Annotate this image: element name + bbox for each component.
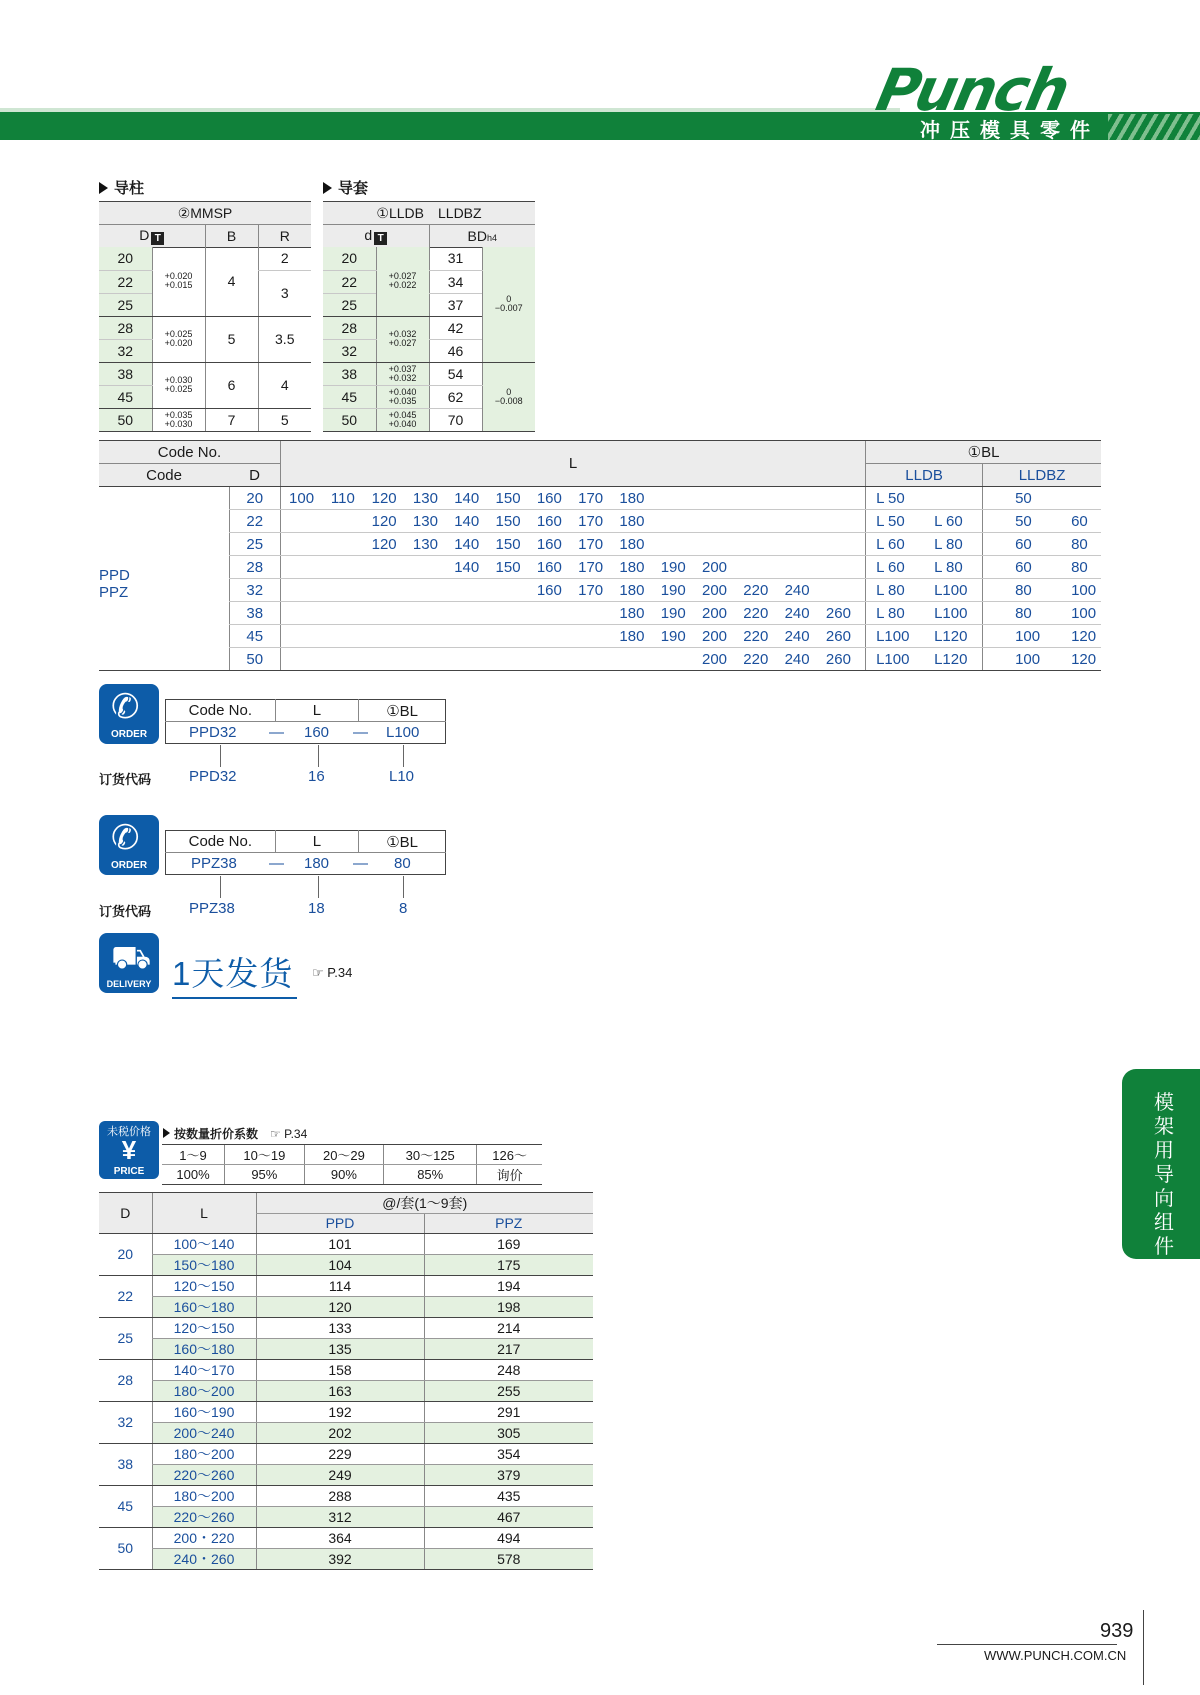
table-row: 160～180 135 217 (99, 1338, 593, 1359)
guide-pillar-table (99, 201, 311, 248)
table-row: 50 200 220 240 260 L100 L120 100 120 (99, 648, 1101, 671)
price-icon: 未税价格 ¥ PRICE (99, 1121, 159, 1179)
l-values: 120 130 140 150 160 170 180 (280, 533, 865, 556)
l-values: 180 190 200 220 240 260 (280, 602, 865, 625)
order-l: 160 (304, 724, 330, 741)
table-row: 28 140 150 160 170 180 190 200 L 60 L 80 60 80 (99, 556, 1101, 579)
table-row: 25 120～150 133 214 (99, 1317, 593, 1338)
l-values: 100 110 120 130 140 150 160 170 180 (280, 487, 865, 510)
order-l: 180 (304, 855, 330, 872)
delivery-ref-link[interactable]: ☞ P.34 (312, 965, 353, 980)
order-code-label: 订货代码 (99, 904, 152, 919)
l-values: 180 190 200 220 240 260 (280, 625, 865, 648)
guide-bush-body: 20 +0.027 +0.022 31 0 −0.007 22 34 25 37 28 +0.032 +0.027 42 32 46 38 +0.037 +0.032 54 0 −0.008 45 +0.040 +0.035 62 50 +0.045 +0.040 70 (323, 247, 535, 432)
order-code: PPZ38 (191, 855, 237, 872)
lldb-value: L100 L120 (866, 648, 983, 671)
table-row: 22 120 130 140 150 160 170 180 L 50 L 60 50 60 (99, 510, 1101, 533)
table-row: 25 120 130 140 150 160 170 180 L 60 L 80 60 80 (99, 533, 1101, 556)
lldb-value: L 60 L 80 (866, 533, 983, 556)
l-values: 140 150 160 170 180 190 200 (280, 556, 865, 579)
table-row: 38 180 190 200 220 240 260 L 80 L100 80 100 (99, 602, 1101, 625)
order-l-header: L (275, 700, 359, 722)
l-values: 200 220 240 260 (280, 648, 865, 671)
l-header: L (280, 441, 865, 487)
price-l-header: L (152, 1193, 256, 1234)
order-dash: — (269, 724, 284, 741)
table-row: 38 180～200 229 354 (99, 1443, 593, 1464)
col-bd: BDh4 (429, 225, 535, 248)
guide-bush-label: 导套 (323, 177, 368, 198)
code-names: PPD PPZ (99, 487, 229, 671)
footer-url[interactable]: WWW.PUNCH.COM.CN (984, 1648, 1127, 1663)
delivery-text: 1天发货 (172, 948, 297, 999)
order-code-no-header: Code No. (166, 700, 276, 722)
order-code-no-header: Code No. (166, 831, 276, 853)
order-bl-header: ①BL (359, 700, 446, 722)
mmsp-title: ②MMSP (99, 202, 311, 225)
brand-name: Punch (870, 56, 1074, 124)
order-icon: ✆ ORDER (99, 815, 159, 875)
lldbz-value: 60 80 (983, 533, 1101, 556)
t-box-icon: T (374, 232, 387, 245)
table-row: PPD PPZ 20 100 110 120 130 140 150 160 170 180 L 50 50 (99, 487, 1101, 510)
table-row: 180～200 163 255 (99, 1380, 593, 1401)
table-row: 50 200・220 364 494 (99, 1527, 593, 1548)
col-r: R (258, 225, 311, 248)
code-table (99, 440, 1101, 671)
price-unit-header: @/套(1～9套) (256, 1193, 593, 1214)
col-b: B (205, 225, 258, 248)
order-result-code: PPZ38 (189, 900, 235, 917)
brand-subtitle: 冲压模具零件 (920, 118, 1100, 142)
side-category-tab[interactable]: 模 架 用 导 向 组 件 (1122, 1069, 1200, 1259)
price-ppz-header: PPZ (424, 1214, 593, 1234)
triangle-icon (163, 1128, 170, 1138)
order-icon: ✆ ORDER (99, 684, 159, 744)
order-example-2 (165, 830, 446, 875)
lldbz-value: 80 100 (983, 602, 1101, 625)
guide-pillar-body: 20 +0.020 +0.015 4 2 22 3 25 28 +0.025 +0.020 5 3.5 32 38 +0.030 +0.025 6 4 45 50 +0.035 +0.030 7 5 (99, 247, 311, 432)
bl-header: ①BL (866, 441, 1101, 464)
order-code-label: 订货代码 (99, 772, 152, 787)
code-header: Code (99, 464, 229, 487)
triangle-icon (323, 182, 332, 194)
order-bl: L100 (386, 724, 420, 741)
order-bl-header: ①BL (359, 831, 446, 853)
table-row: 32 160 170 180 190 200 220 240 L 80 L100 80 100 (99, 579, 1101, 602)
col-d-small: d T (323, 225, 429, 248)
order-code: PPD32 (189, 724, 237, 741)
lldb-value: L 50 (866, 487, 983, 510)
table-row: 220～260 249 379 (99, 1464, 593, 1485)
order-bl: 80 (394, 855, 411, 872)
phone-icon: ✆ (111, 688, 140, 726)
page-number: 939 (1100, 1620, 1134, 1642)
d-header: D (229, 464, 280, 487)
delivery-icon: ⛟ DELIVERY (99, 933, 159, 993)
lldbz-value: 100 120 (983, 625, 1101, 648)
lldb-title: ①LLDB LLDBZ (323, 202, 535, 225)
table-row: 200～240 202 305 (99, 1422, 593, 1443)
lldb-value: L 80 L100 (866, 579, 983, 602)
order-l-header: L (275, 831, 359, 853)
order-example-1 (165, 699, 446, 744)
code-no-header: Code No. (99, 441, 280, 464)
table-row: 240・260 392 578 (99, 1548, 593, 1569)
col-d: D T (99, 225, 205, 248)
lldbz-value: 80 100 (983, 579, 1101, 602)
lldb-value: L 50 L 60 (866, 510, 983, 533)
phone-icon: ✆ (111, 819, 140, 857)
lldbz-header: LLDBZ (983, 464, 1101, 487)
table-row: 45 180 190 200 220 240 260 L100 L120 100 120 (99, 625, 1101, 648)
lldb-value: L 80 L100 (866, 602, 983, 625)
l-values: 120 130 140 150 160 170 180 (280, 510, 865, 533)
table-row: 160～180 120 198 (99, 1296, 593, 1317)
table-row: 220～260 312 467 (99, 1506, 593, 1527)
guide-pillar-label: 导柱 (99, 177, 144, 198)
order-dash: — (353, 724, 368, 741)
table-row: 150～180 104 175 (99, 1254, 593, 1275)
order-dash: — (269, 855, 284, 872)
qty-discount-title: 按数量折价系数 ☞ P.34 (163, 1125, 307, 1142)
order-result-code: PPD32 (189, 768, 237, 785)
lldbz-value: 50 (983, 487, 1101, 510)
qty-ref-link[interactable]: ☞ P.34 (270, 1127, 308, 1141)
price-d-header: D (99, 1193, 152, 1234)
lldb-value: L 60 L 80 (866, 556, 983, 579)
table-row: 20 100～140 101 169 (99, 1233, 593, 1254)
table-row: 45 180～200 288 435 (99, 1485, 593, 1506)
table-row: 32 160～190 192 291 (99, 1401, 593, 1422)
yen-icon: ¥ (121, 1135, 137, 1165)
t-box-icon: T (151, 232, 164, 245)
order-result-bl: L10 (389, 768, 415, 785)
order-result-l: 16 (308, 768, 325, 785)
order-result-l: 18 (308, 900, 325, 917)
lldbz-value: 100 120 (983, 648, 1101, 671)
qty-discount-table: 1～9 10～19 20～29 30～125 126～ 100% 95% 90% 85% 询价 (162, 1144, 542, 1185)
guide-bush-header (323, 201, 535, 248)
order-dash: — (353, 855, 368, 872)
lldb-header: LLDB (866, 464, 983, 487)
lldbz-value: 60 80 (983, 556, 1101, 579)
triangle-icon (99, 182, 108, 194)
lldb-value: L100 L120 (866, 625, 983, 648)
order-result-bl: 8 (399, 900, 408, 917)
brand-logo (870, 56, 1200, 142)
price-ppd-header: PPD (256, 1214, 424, 1234)
truck-icon: ⛟ (111, 939, 152, 975)
table-row: 28 140～170 158 248 (99, 1359, 593, 1380)
logo-stripes (1108, 114, 1200, 140)
table-row: 22 120～150 114 194 (99, 1275, 593, 1296)
l-values: 160 170 180 190 200 220 240 (280, 579, 865, 602)
price-table (99, 1192, 593, 1570)
lldbz-value: 50 60 (983, 510, 1101, 533)
